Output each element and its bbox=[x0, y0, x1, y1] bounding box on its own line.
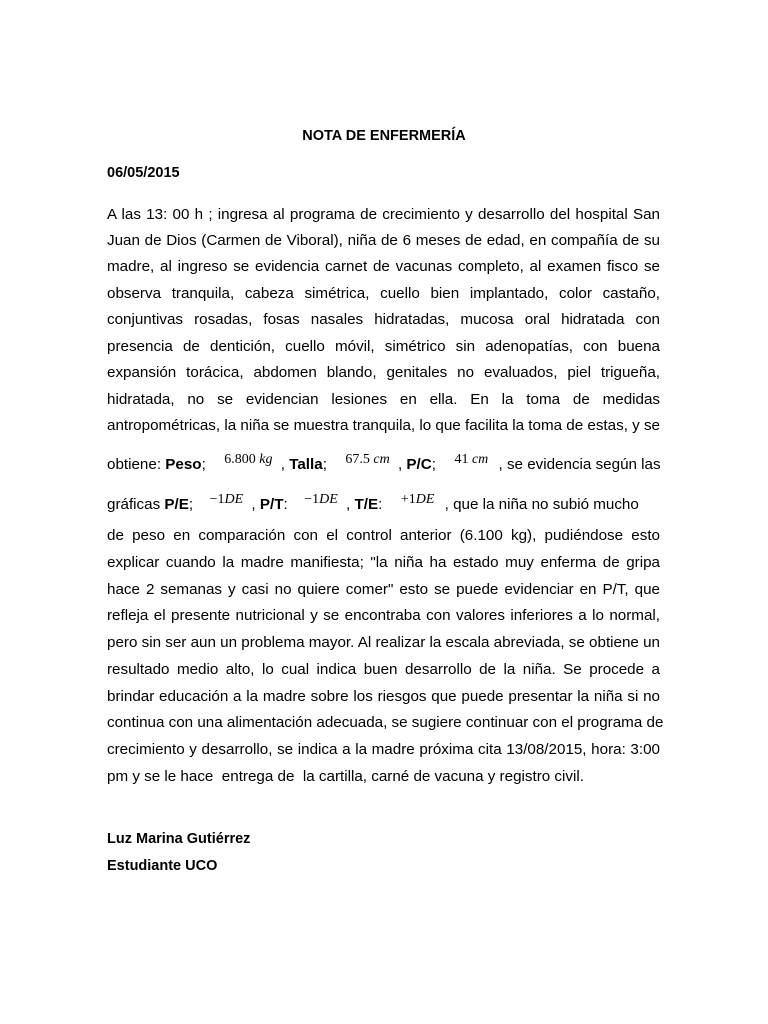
body-line: presencia de dentición, cuello móvil, simétrico sin adenopatías, con buena bbox=[107, 338, 660, 355]
body-line: de peso en comparación con el control anterior (6.100 kg), pudiéndose esto bbox=[107, 527, 660, 544]
pt-pre: , bbox=[251, 496, 260, 513]
body-line: refleja el presente nutricional y se encontraba con valores inferiores a lo normal, bbox=[107, 607, 660, 624]
body-line: crecimiento y desarrollo, se indica a la madre próxima cita 13/08/2015, hora: 3:00 bbox=[107, 741, 660, 758]
measures-suffix: , se evidencia según las bbox=[498, 456, 661, 473]
body-line: expansión torácica, abdomen blando, genitales no evaluados, piel trigueña, bbox=[107, 364, 660, 381]
signature-name: Luz Marina Gutiérrez bbox=[107, 831, 251, 847]
pc-sep: ; bbox=[431, 456, 436, 473]
te-value: +1DE bbox=[400, 492, 435, 507]
te-sep: : bbox=[378, 496, 383, 513]
body-line: explicar cuando la madre manifiesta; "la niña ha estado muy enferma de gripa bbox=[107, 554, 660, 571]
pc-label: P/C bbox=[406, 456, 432, 473]
talla-label: Talla bbox=[289, 456, 323, 473]
pt-value: −1DE bbox=[304, 492, 338, 507]
document-title: NOTA DE ENFERMERÍA bbox=[302, 128, 466, 144]
body-line: brindar educación a la madre sobre los riesgos que puede presentar la niña si no bbox=[107, 688, 660, 705]
graphs-line bbox=[107, 492, 660, 516]
body-line: A las 13: 00 h ; ingresa al programa de crecimiento y desarrollo del hospital San bbox=[107, 206, 660, 223]
body-line: conjuntivas rosadas, fosas nasales hidratadas, mucosa oral hidratada con bbox=[107, 311, 660, 328]
body-line: madre, al ingreso se evidencia carnet de vacunas completo, al examen fisco se bbox=[107, 258, 660, 275]
pe-sep: ; bbox=[188, 496, 194, 513]
measures-line bbox=[107, 452, 661, 476]
body-line: hace 2 semanas y casi no quiere comer" esto se puede evidenciar en P/T, que bbox=[107, 581, 660, 598]
pt-label: P/T bbox=[259, 496, 284, 513]
pc-pre: , bbox=[397, 456, 407, 473]
measures-prefix: obtiene: bbox=[107, 456, 166, 473]
note-date: 06/05/2015 bbox=[107, 165, 180, 181]
talla-pre: , bbox=[280, 456, 290, 473]
pc-value: 41 cm bbox=[454, 452, 489, 467]
body-line: Juan de Dios (Carmen de Viboral), niña de 6 meses de edad, en compañía de su bbox=[107, 232, 660, 249]
body-line: hidratada, no se evidencian lesiones en ella. En la toma de medidas bbox=[107, 391, 660, 408]
body-line: pero sin ser aun un problema mayor. Al realizar la escala abreviada, se obtiene un bbox=[107, 634, 660, 651]
te-pre: , bbox=[346, 496, 355, 513]
pe-value: −1DE bbox=[209, 492, 244, 507]
signature-role: Estudiante UCO bbox=[107, 858, 218, 874]
talla-sep: ; bbox=[322, 456, 327, 473]
body-line: antropométricas, la niña se muestra tranquila, lo que facilita la toma de estas, y se bbox=[107, 417, 660, 434]
body-last-line: pm y se le hace entrega de la cartilla, carné de vacuna y registro civil. bbox=[107, 768, 584, 785]
peso-sep: ; bbox=[201, 456, 206, 473]
peso-label: Peso bbox=[165, 456, 202, 473]
body-line: resultado medio alto, lo cual indica buen desarrollo de la niña. Se procede a bbox=[107, 661, 660, 678]
talla-value: 67.5 cm bbox=[345, 452, 390, 467]
graphs-suffix: , que la niña no subió mucho bbox=[444, 496, 639, 513]
pe-label: P/E bbox=[164, 496, 189, 513]
te-label: T/E bbox=[354, 496, 379, 513]
graphs-prefix: gráficas bbox=[107, 496, 165, 513]
peso-value: 6.800 kg bbox=[224, 452, 273, 467]
body-line: continua con una alimentación adecuada, se sugiere continuar con el programa de bbox=[107, 714, 664, 731]
body-line: observa tranquila, cabeza simétrica, cuello bien implantado, color castaño, bbox=[107, 285, 660, 302]
pt-sep: : bbox=[283, 496, 288, 513]
